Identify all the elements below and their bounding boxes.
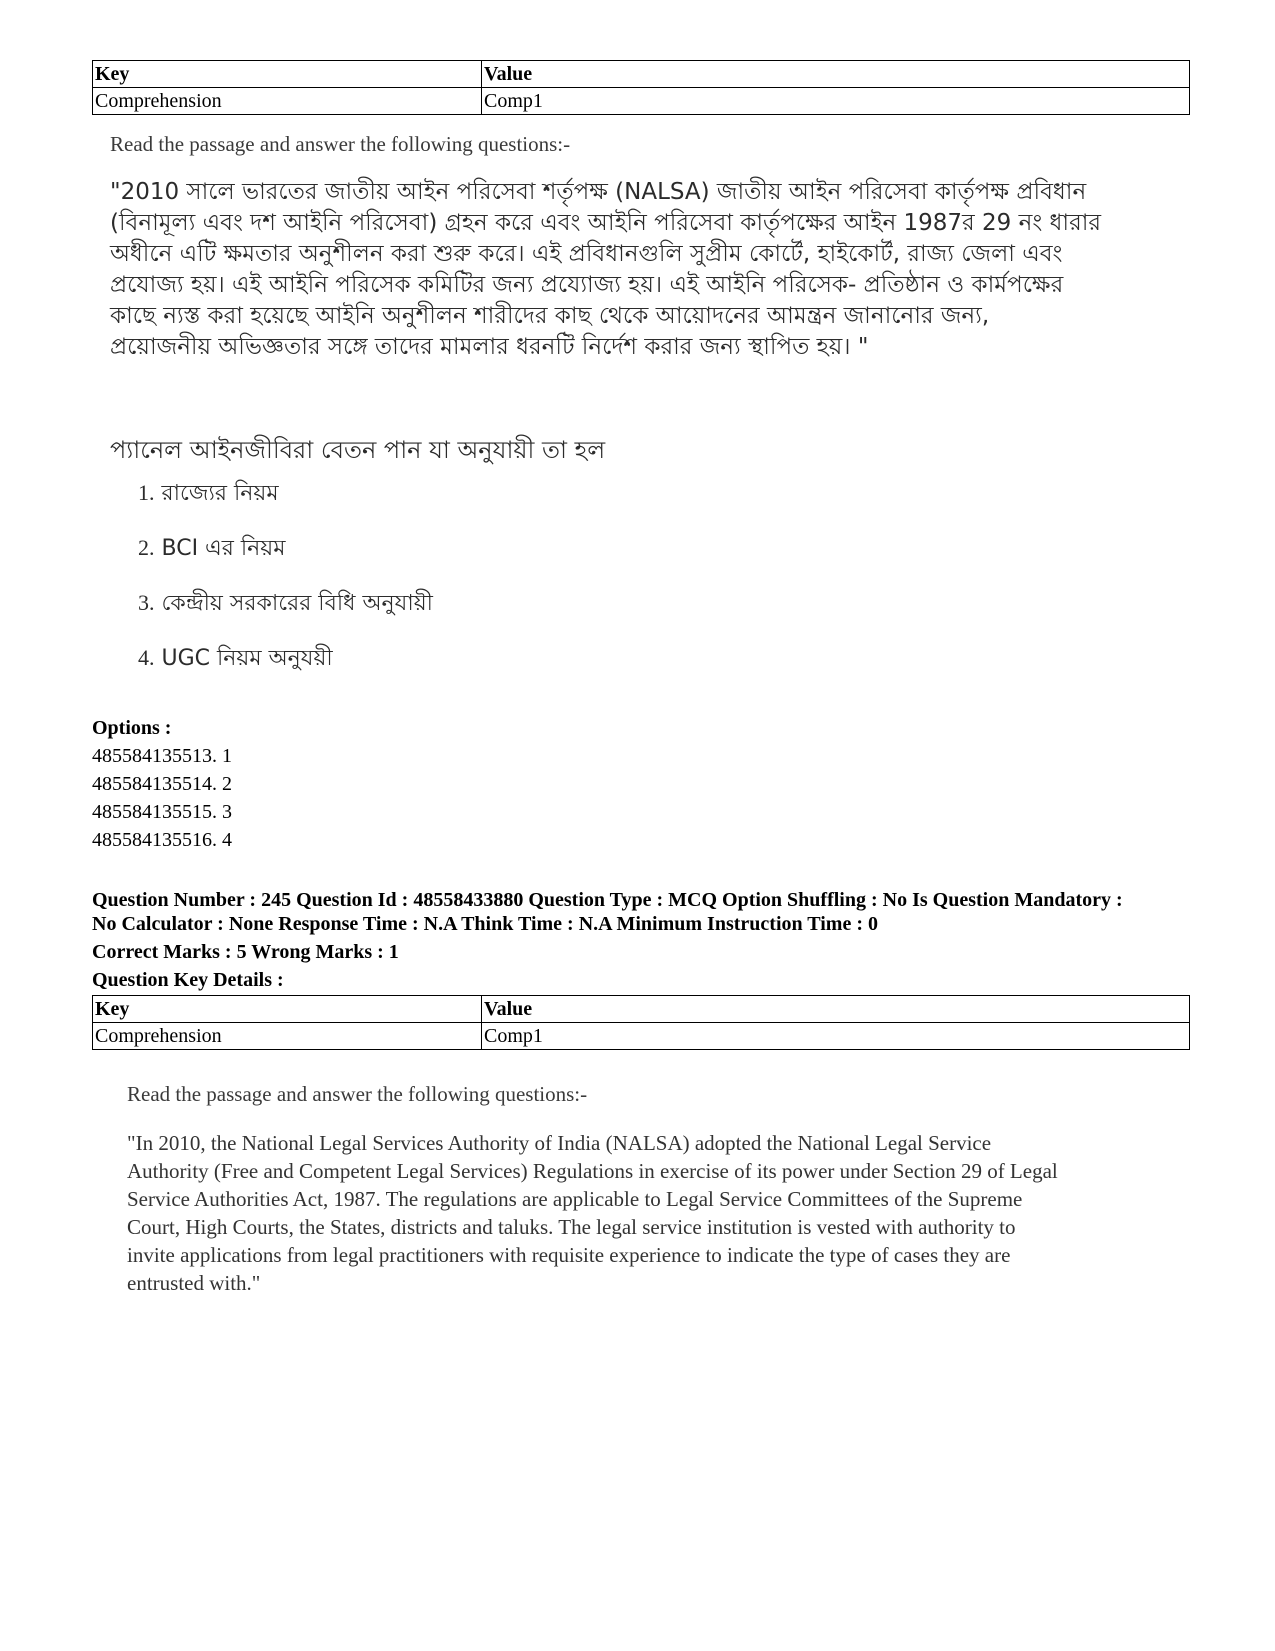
options-label: Options :	[92, 717, 172, 739]
key-value-table-1	[92, 60, 1190, 115]
table-row	[93, 88, 1190, 115]
option-item: 485584135515. 3	[92, 801, 232, 823]
choice-text: BCI এর নিয়ম	[161, 536, 286, 561]
choice-item	[138, 586, 433, 623]
marks-line: Correct Marks : 5 Wrong Marks : 1	[92, 941, 399, 963]
passage-line: Service Authorities Act, 1987. The regulations are applicable to Legal Service Committees of the Supreme	[127, 1187, 1023, 1211]
option-item: 485584135514. 2	[92, 773, 232, 795]
passage-line: "2010 সালে ভারতের জাতীয় আইন পরিসেবা শর্তৃপক্ষ (NALSA) জাতীয় আইন পরিসেবা কার্তৃপক্ষ প্রবিধান	[110, 179, 1087, 205]
passage-line: অধীনে এটি ক্ষমতার অনুশীলন করা শুরু করে। এই প্রবিধানগুলি সুপ্রীম কোর্টে, হাইকোর্ট, রাজ্য জেলা এবং	[110, 241, 1063, 267]
choice-item	[138, 641, 333, 678]
question-meta-line-1: Question Number : 245 Question Id : 48558433880 Question Type : MCQ Option Shuffling : No Is Question Mandatory :	[92, 889, 1123, 911]
header-key: Key	[93, 61, 482, 88]
option-item: 485584135513. 1	[92, 745, 232, 767]
choice-text: রাজ্যের নিয়ম	[161, 481, 279, 506]
choice-number: 4.	[138, 645, 155, 670]
header-value: Value	[482, 61, 1190, 88]
key-value-table-2	[92, 995, 1190, 1050]
passage-lead: Read the passage and answer the following questions:-	[110, 132, 571, 156]
passage-line: প্রয়োজনীয় অভিজ্ঞতার সঙ্গে তাদের মামলার ধরনটি নির্দেশ করার জন্য স্থাপিত হয়। "	[110, 334, 869, 360]
english-passage-block	[127, 1082, 1187, 1297]
passage-line: কাছে ন্যস্ত করা হয়েছে আইনি অনুশীলন শারীদের কাছ থেকে আয়োদনের আমন্ত্রন জানানোর জন্য,	[110, 303, 990, 329]
key-details-label: Question Key Details :	[92, 969, 284, 991]
question-text: প্যানেল আইনজীবিরা বেতন পান যা অনুযায়ী তা হল	[110, 436, 606, 464]
table-header-row	[93, 996, 1190, 1023]
bengali-passage-block	[110, 132, 1170, 363]
choice-item	[138, 476, 279, 513]
choice-text: কেন্দ্রীয় সরকারের বিধি অনুযায়ী	[161, 591, 433, 616]
passage-line: Court, High Courts, the States, districts and taluks. The legal service institution is vested with authority to	[127, 1215, 1016, 1239]
header-key: Key	[93, 996, 482, 1023]
passage-lead: Read the passage and answer the following questions:-	[127, 1082, 588, 1106]
header-value: Value	[482, 996, 1190, 1023]
choice-number: 1.	[138, 480, 155, 505]
row-value: Comp1	[482, 1023, 1190, 1050]
choice-number: 2.	[138, 535, 155, 560]
row-value: Comp1	[482, 88, 1190, 115]
english-passage	[127, 1129, 1187, 1297]
passage-line: entrusted with."	[127, 1271, 261, 1295]
choice-item	[138, 531, 285, 568]
table-header-row	[93, 61, 1190, 88]
bengali-passage	[110, 177, 1170, 363]
choice-text: UGC নিয়ম অনুযয়ী	[161, 646, 333, 671]
passage-line: "In 2010, the National Legal Services Authority of India (NALSA) adopted the National Legal Service	[127, 1131, 992, 1155]
row-key: Comprehension	[93, 1023, 482, 1050]
row-key: Comprehension	[93, 88, 482, 115]
choice-number: 3.	[138, 590, 155, 615]
passage-line: প্রযোজ্য হয়। এই আইনি পরিসেক কমিটির জন্য প্রয্যোজ্য হয়। এই আইনি পরিসেক- প্রতিষ্ঠান ও কার্মপক্ষের	[110, 272, 1064, 298]
question-meta-line-2: No Calculator : None Response Time : N.A Think Time : N.A Minimum Instruction Time : 0	[92, 913, 878, 935]
option-item: 485584135516. 4	[92, 829, 232, 851]
passage-line: invite applications from legal practitioners with requisite experience to indicate the type of cases they are	[127, 1243, 1011, 1267]
table-row	[93, 1023, 1190, 1050]
passage-line: (বিনামূল্য এবং দশ আইনি পরিসেবা) গ্রহন করে এবং আইনি পরিসেবা কার্তৃপক্ষের আইন 1987র 29 নং ধারার	[110, 210, 1102, 236]
passage-line: Authority (Free and Competent Legal Services) Regulations in exercise of its power under Section 29 of Legal	[127, 1159, 1058, 1183]
